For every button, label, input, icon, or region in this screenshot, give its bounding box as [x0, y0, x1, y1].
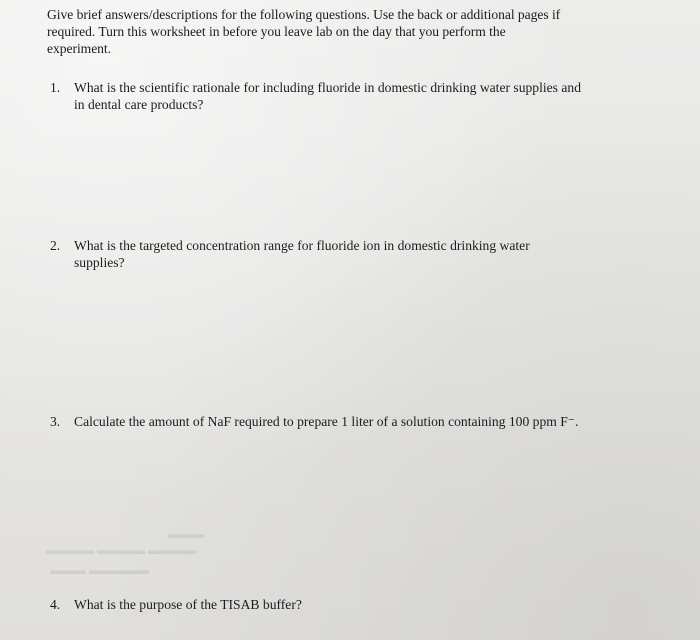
question-text: [74, 413, 578, 430]
question-line: supplies?: [74, 255, 125, 270]
instructions-paragraph: [47, 6, 657, 57]
question-line: What is the targeted concentration range for fluoride ion in domestic drinking water: [74, 238, 530, 253]
instructions-line: required. Turn this worksheet in before you leave lab on the day that you perform the: [47, 24, 506, 39]
question-line: in dental care products?: [74, 97, 204, 112]
question-number: 4.: [50, 597, 61, 612]
question-number: 1.: [50, 80, 61, 95]
instructions-line: Give brief answers/descriptions for the following questions. Use the back or additional pages if: [47, 7, 561, 22]
question-line: What is the purpose of the TISAB buffer?: [74, 597, 302, 612]
instructions-line: experiment.: [47, 41, 111, 56]
show-through-texture: [38, 525, 268, 585]
show-through-mark: ▬▬▬: [168, 527, 204, 541]
question-text: [74, 79, 581, 113]
question-number: 2.: [50, 238, 61, 253]
question-text: [74, 237, 530, 271]
show-through-mark: ▬▬▬▬▬ ▬▬▬: [50, 563, 149, 577]
question-number: 3.: [50, 414, 61, 429]
show-through-mark: ▬▬▬▬ ▬▬▬▬ ▬▬▬▬: [46, 543, 196, 557]
question-line: Calculate the amount of NaF required to prepare 1 liter of a solution containing 100 ppm F⁻.: [74, 414, 579, 429]
question-text: [74, 596, 302, 613]
question-line: What is the scientific rationale for including fluoride in domestic drinking water supplies and: [74, 80, 581, 95]
